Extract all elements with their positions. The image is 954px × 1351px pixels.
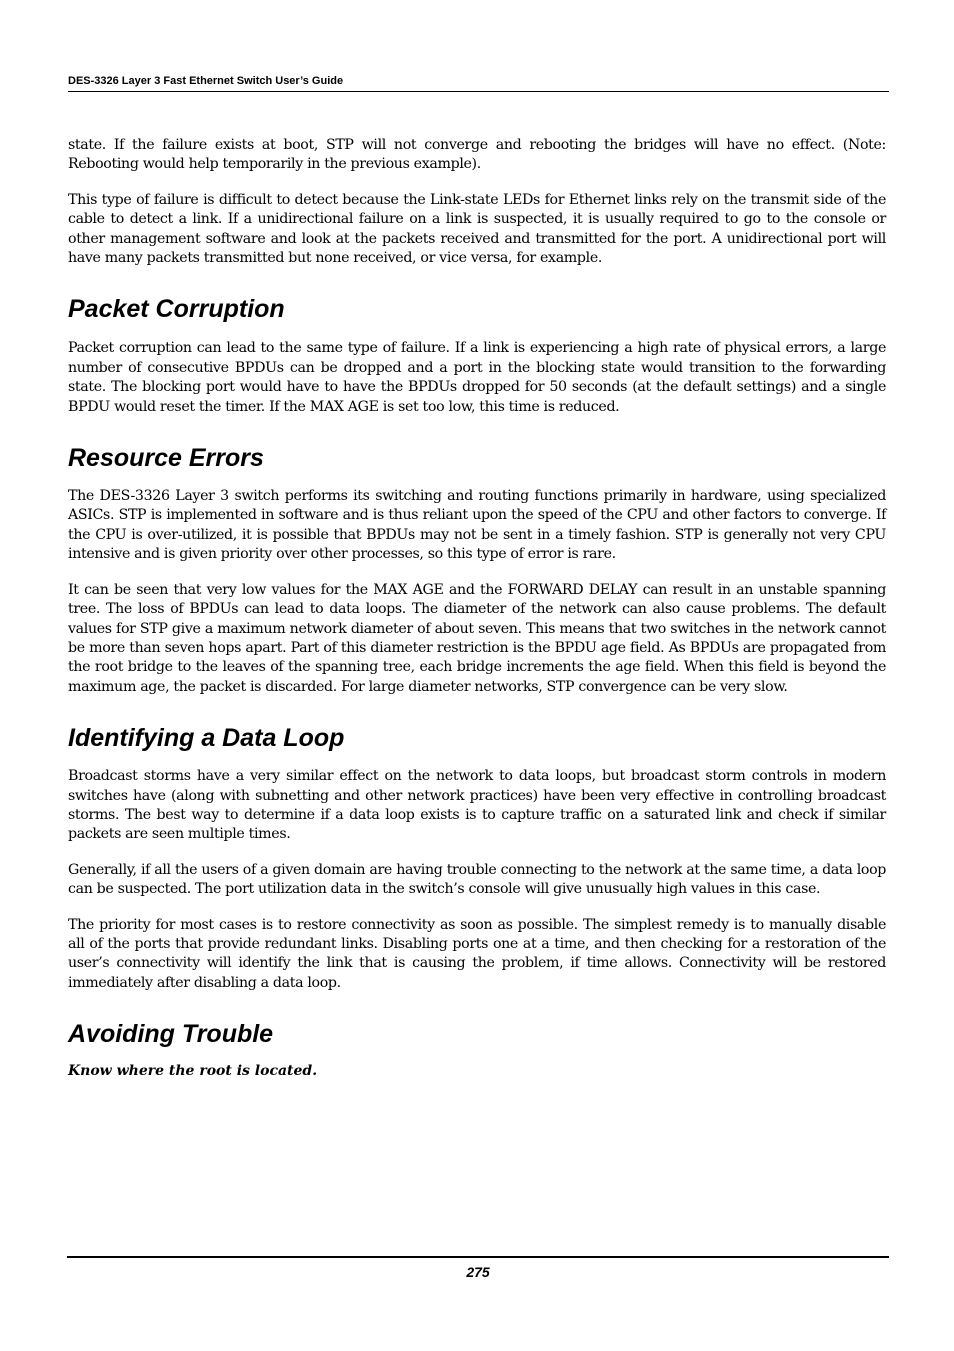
header-rule [68, 91, 889, 92]
paragraph-resource-errors-2: It can be seen that very low values for the MAX AGE and the FORWARD DELAY can result in an unstable spanning tree. The loss of BPDUs can lead to data loops. The diameter of the network can also cause problems. The default values for STP give a maximum network diameter of about seven. This means that two switches in the network cannot be more than seven hops apart. Part of this diameter restriction is the BPDU age field. As BPDUs are propagated from the root bridge to the leaves of the spanning tree, each bridge increments the age field. When this field is beyond the maximum age, the packet is discarded. For large diameter networks, STP convergence can be very slow. [68, 581, 886, 695]
footer-rule [67, 1256, 889, 1258]
heading-resource-errors: Resource Errors [68, 444, 264, 473]
paragraph-data-loop-2: Generally, if all the users of a given domain are having trouble connecting to the network at the same time, a data loop can be suspected. The port utilization data in the switch’s console will give unusually high values in this case. [68, 861, 886, 898]
paragraph-intro-1: state. If the failure exists at boot, STP will not converge and rebooting the bridges will have no effect. (Note: Rebooting would help temporarily in the previous example). [68, 137, 886, 173]
heading-packet-corruption: Packet Corruption [68, 295, 285, 324]
document-body [68, 136, 886, 1081]
subheading-root-location: Know where the root is located. [68, 1063, 318, 1080]
paragraph-data-loop-1: Broadcast storms have a very similar effect on the network to data loops, but broadcast storm controls in modern switches have (along with subnetting and other network practices) have been very effective in controlling broadcast storms. The best way to determine if a data loop exists is to capture traffic on a saturated link and check if similar packets are seen multiple times. [68, 768, 886, 843]
heading-identifying-data-loop: Identifying a Data Loop [68, 724, 345, 753]
paragraph-intro-2: This type of failure is difficult to detect because the Link-state LEDs for Ethernet links rely on the transmit side of the cable to detect a link. If a unidirectional failure on a link is suspected, it is usually required to go to the console or other management software and look at the packets received and transmitted for the port. A unidirectional port will have many packets transmitted but none received, or vice versa, for example. [68, 191, 886, 267]
paragraph-data-loop-3: The priority for most cases is to restore connectivity as soon as possible. The simplest remedy is to manually disable all of the ports that provide redundant links. Disabling ports one at a time, and then checking for a restoration of the user’s connectivity will identify the link that is causing the problem, if time allows. Connectivity will be restored immediately after disabling a data loop. [68, 916, 886, 991]
heading-avoiding-trouble: Avoiding Trouble [68, 1020, 274, 1049]
page-number: 275 [466, 1264, 490, 1280]
running-header: DES-3326 Layer 3 Fast Ethernet Switch User’s Guide [68, 75, 344, 87]
paragraph-resource-errors-1: The DES-3326 Layer 3 switch performs its switching and routing functions primarily in hardware, using specialized ASICs. STP is implemented in software and is thus reliant upon the speed of the CPU and other factors to converge. If the CPU is over-utilized, it is possible that BPDUs may not be sent in a timely fashion. STP is generally not very CPU intensive and is given priority over other processes, so this type of error is rare. [68, 488, 886, 563]
paragraph-packet-corruption: Packet corruption can lead to the same type of failure. If a link is experiencing a high rate of physical errors, a large number of consecutive BPDUs can be dropped and a port in the blocking state would transition to the forwarding state. The blocking port would have to have the BPDUs dropped for 50 seconds (at the default settings) and a single BPDU would reset the timer. If the MAX AGE is set too low, this time is reduced. [68, 340, 886, 415]
